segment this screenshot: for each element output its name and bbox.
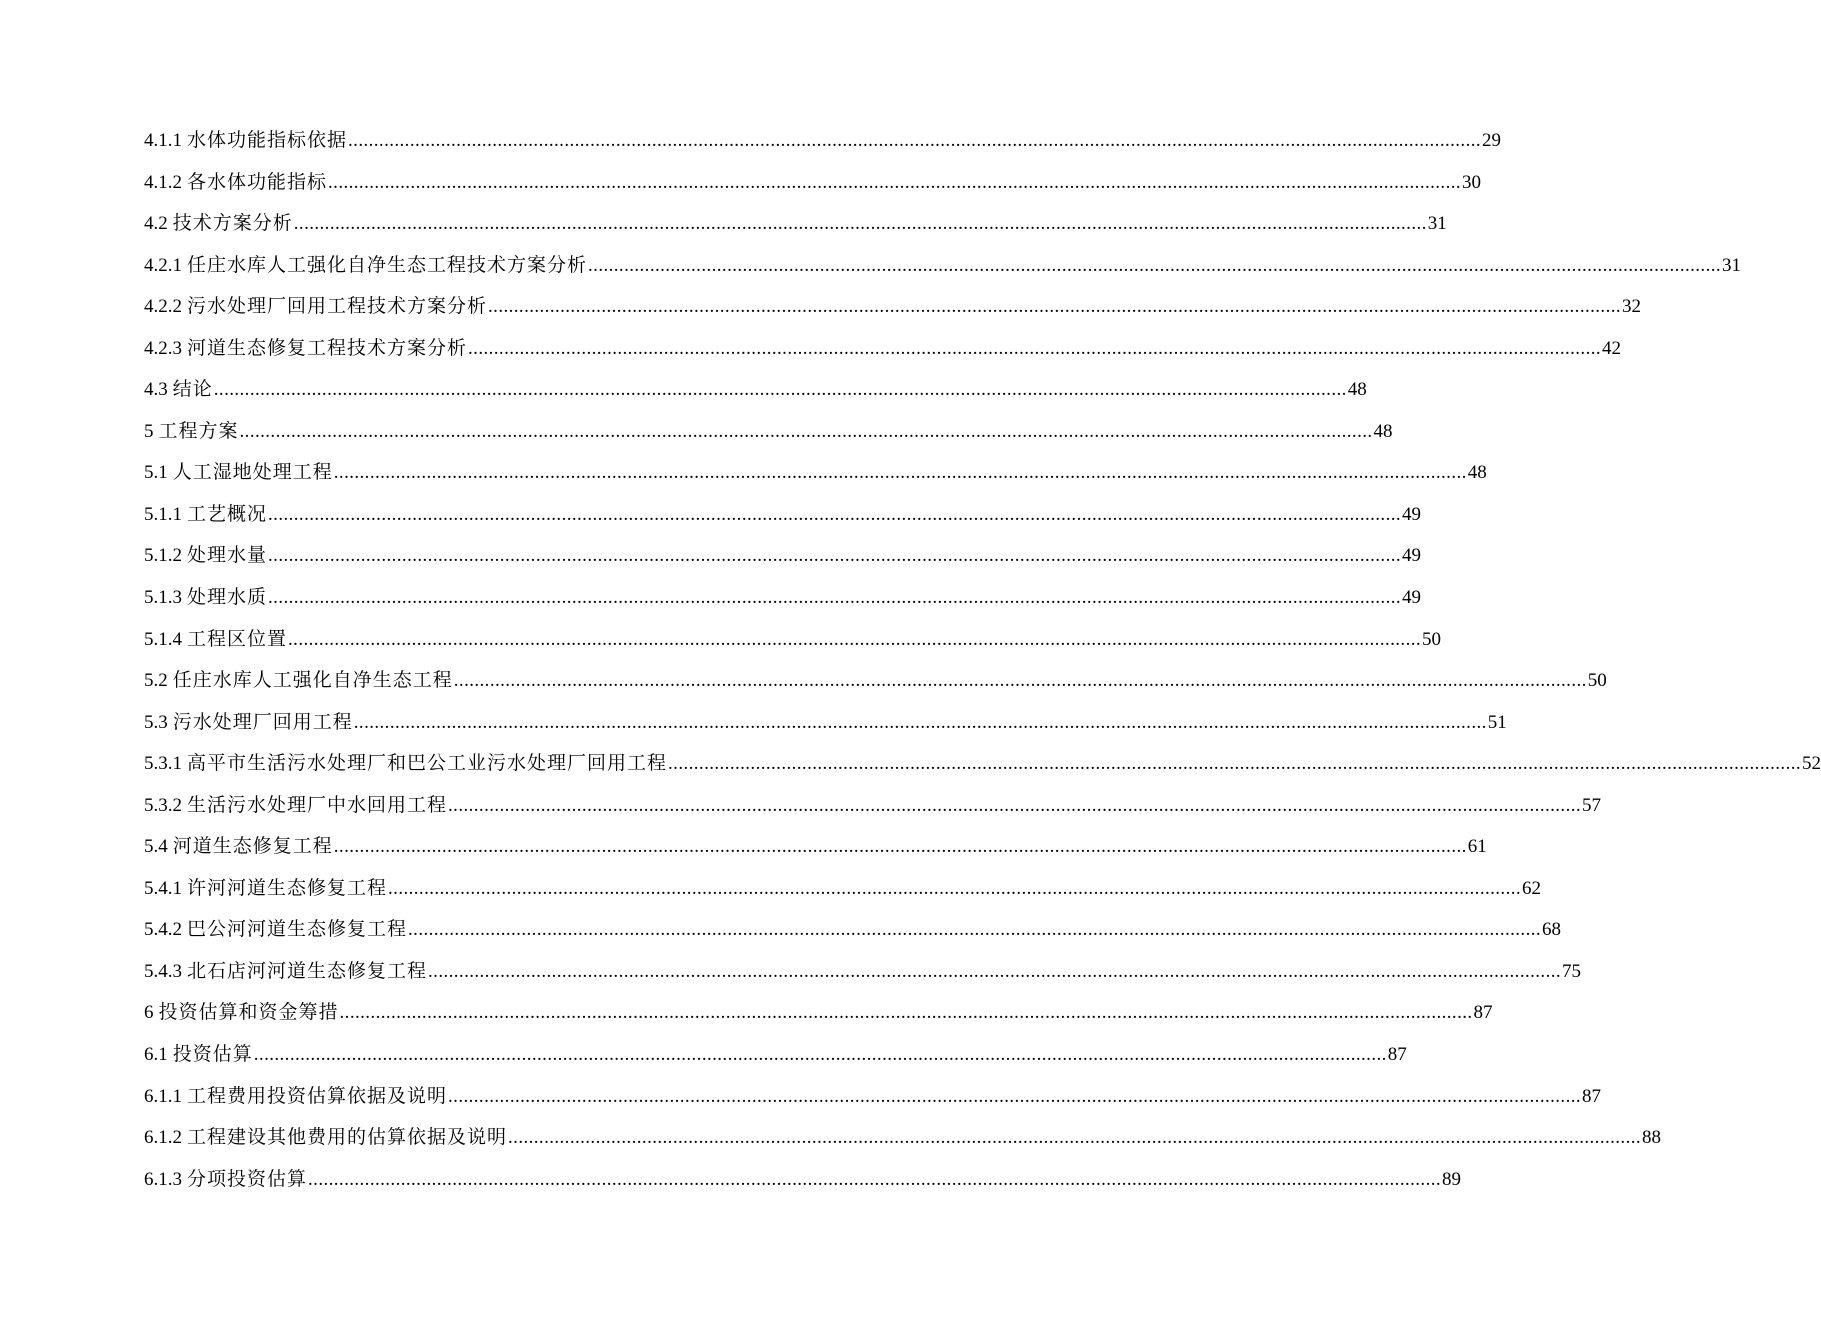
toc-section-title: 分项投资估算 [187, 1167, 308, 1190]
toc-entry-title [144, 577, 267, 619]
toc-entry[interactable] [144, 909, 1562, 951]
toc-entry[interactable] [144, 411, 1393, 453]
toc-entry[interactable] [144, 619, 1442, 661]
toc-section-title: 处理水量 [187, 544, 268, 567]
toc-entry-title [144, 328, 467, 370]
toc-page-number: 89 [1442, 1168, 1462, 1190]
toc-entry[interactable] [144, 577, 1422, 619]
toc-section-title: 北石店河河道生态修复工程 [187, 959, 428, 982]
toc-entry[interactable] [144, 162, 1482, 204]
toc-leader-dots: ............................................................................................................................................................................................................................ [288, 628, 1422, 650]
toc-page-number: 42 [1602, 337, 1622, 359]
toc-section-title: 巴公河河道生态修复工程 [187, 918, 408, 941]
toc-entry-title [144, 619, 287, 661]
toc-entry-title [144, 992, 339, 1034]
toc-entry-title [144, 826, 333, 868]
toc-section-number: 5.3.1 [144, 753, 182, 775]
toc-section-title: 生活污水处理厂中水回用工程 [187, 793, 448, 816]
toc-entry-title [144, 1034, 253, 1076]
toc-entry-title [144, 162, 327, 204]
toc-page-number: 57 [1582, 794, 1602, 816]
toc-entry-title [144, 868, 387, 910]
toc-page-number: 48 [1373, 420, 1393, 442]
toc-entry-title [144, 120, 347, 162]
toc-entry-title [144, 535, 267, 577]
toc-section-title: 工程建设其他费用的估算依据及说明 [187, 1126, 508, 1149]
toc-entry-title [144, 1076, 447, 1118]
toc-leader-dots: ............................................................................................................................................................................................................................ [213, 379, 1347, 401]
toc-entry-title [144, 452, 333, 494]
toc-section-number: 5.1.3 [144, 587, 182, 609]
toc-page-number: 51 [1487, 711, 1507, 733]
toc-leader-dots: ............................................................................................................................................................................................................................ [453, 670, 1587, 692]
toc-page-number: 62 [1522, 877, 1542, 899]
toc-section-number: 5 [144, 420, 154, 442]
toc-entry[interactable] [144, 743, 1821, 785]
toc-section-title: 投资估算和资金筹措 [158, 1001, 339, 1024]
toc-section-number: 5.3.2 [144, 794, 182, 816]
toc-section-title: 工程费用投资估算依据及说明 [187, 1084, 448, 1107]
toc-leader-dots: ............................................................................................................................................................................................................................ [508, 1127, 1642, 1149]
toc-section-number: 6.1.2 [144, 1127, 182, 1149]
toc-entry[interactable] [144, 452, 1487, 494]
toc-entry[interactable] [144, 992, 1493, 1034]
toc-entry[interactable] [144, 369, 1367, 411]
toc-page-number: 49 [1402, 587, 1422, 609]
toc-section-title: 污水处理厂回用工程技术方案分析 [187, 295, 488, 318]
toc-entry-title [144, 951, 427, 993]
toc-leader-dots: ............................................................................................................................................................................................................................ [388, 877, 1522, 899]
toc-section-number: 6 [144, 1002, 154, 1024]
toc-entry-title [144, 494, 267, 536]
toc-leader-dots: ............................................................................................................................................................................................................................ [268, 587, 1402, 609]
toc-leader-dots: ............................................................................................................................................................................................................................ [408, 919, 1542, 941]
toc-section-title: 河道生态修复工程 [172, 835, 333, 858]
toc-page-number: 88 [1642, 1127, 1662, 1149]
toc-leader-dots: ............................................................................................................................................................................................................................ [333, 836, 1467, 858]
toc-page-number: 49 [1402, 545, 1422, 567]
toc-leader-dots: ............................................................................................................................................................................................................................ [328, 171, 1462, 193]
toc-entry[interactable] [144, 494, 1422, 536]
toc-section-number: 4.1.2 [144, 171, 182, 193]
toc-entry-title [144, 411, 239, 453]
toc-leader-dots: ............................................................................................................................................................................................................................ [239, 420, 1373, 442]
toc-leader-dots: ............................................................................................................................................................................................................................ [428, 960, 1562, 982]
toc-section-title: 污水处理厂回用工程 [172, 710, 353, 733]
toc-section-number: 4.2.3 [144, 337, 182, 359]
toc-section-number: 4.1.1 [144, 130, 182, 151]
toc-entry[interactable] [144, 328, 1622, 370]
toc-entry-title [144, 909, 407, 951]
toc-entry-title [144, 660, 453, 702]
toc-section-title: 河道生态修复工程技术方案分析 [187, 336, 468, 359]
toc-section-title: 任庄水库人工强化自净生态工程技术方案分析 [187, 253, 588, 276]
toc-leader-dots: ............................................................................................................................................................................................................................ [448, 1085, 1582, 1107]
toc-section-number: 5.4.2 [144, 919, 182, 941]
toc-section-title: 高平市生活污水处理厂和巴公工业污水处理厂回用工程 [187, 752, 668, 775]
toc-page-number: 68 [1542, 919, 1562, 941]
toc-page-number: 31 [1427, 213, 1447, 235]
toc-page-number: 52 [1802, 753, 1821, 775]
toc-section-number: 6.1 [144, 1044, 168, 1066]
toc-entry[interactable] [144, 203, 1447, 245]
toc-entry[interactable] [144, 660, 1607, 702]
toc-entry-title [144, 245, 587, 287]
toc-entry[interactable] [144, 826, 1487, 868]
toc-page-number: 87 [1473, 1002, 1493, 1024]
toc-section-number: 4.2 [144, 213, 168, 235]
toc-section-number: 5.1 [144, 462, 168, 484]
toc-section-title: 人工湿地处理工程 [172, 461, 333, 484]
toc-section-title: 任庄水库人工强化自净生态工程 [172, 669, 453, 692]
toc-page-number: 50 [1422, 628, 1442, 650]
toc-entry[interactable] [144, 951, 1582, 993]
toc-leader-dots: ............................................................................................................................................................................................................................ [339, 1002, 1473, 1024]
toc-section-title: 工艺概况 [187, 502, 268, 525]
toc-entry-title [144, 203, 293, 245]
toc-page-number: 48 [1347, 379, 1367, 401]
toc-section-number: 6.1.1 [144, 1085, 182, 1107]
toc-page-number: 29 [1482, 130, 1502, 151]
toc-leader-dots: ............................................................................................................................................................................................................................ [268, 503, 1402, 525]
toc-entry-title [144, 369, 213, 411]
toc-page-number: 48 [1467, 462, 1487, 484]
toc-section-title: 各水体功能指标 [187, 170, 328, 193]
toc-page-number: 30 [1462, 171, 1482, 193]
toc-entry[interactable] [144, 1117, 1662, 1159]
toc-entry[interactable] [144, 535, 1422, 577]
table-of-contents [144, 120, 1821, 1200]
toc-section-number: 4.3 [144, 379, 168, 401]
toc-page-number: 87 [1387, 1044, 1407, 1066]
toc-leader-dots: ............................................................................................................................................................................................................................ [308, 1168, 1442, 1190]
toc-section-number: 4.2.2 [144, 296, 182, 318]
toc-entry-title [144, 1117, 507, 1159]
toc-entry[interactable] [144, 868, 1542, 910]
toc-section-number: 5.4.1 [144, 877, 182, 899]
toc-page-number: 87 [1582, 1085, 1602, 1107]
toc-entry-title [144, 785, 447, 827]
toc-entry[interactable] [144, 1034, 1407, 1076]
toc-leader-dots: ............................................................................................................................................................................................................................ [588, 254, 1722, 276]
toc-entry-title [144, 1159, 307, 1201]
toc-section-number: 5.4.3 [144, 960, 182, 982]
toc-section-title: 许河河道生态修复工程 [187, 876, 388, 899]
toc-section-title: 工程区位置 [187, 627, 288, 650]
toc-entry[interactable] [144, 785, 1602, 827]
toc-leader-dots: ............................................................................................................................................................................................................................ [333, 462, 1467, 484]
toc-section-number: 5.1.1 [144, 503, 182, 525]
toc-entry[interactable] [144, 1076, 1602, 1118]
toc-section-title: 处理水质 [187, 586, 268, 609]
toc-entry-title [144, 702, 353, 744]
toc-section-number: 5.3 [144, 711, 168, 733]
toc-section-number: 4.2.1 [144, 254, 182, 276]
toc-leader-dots: ............................................................................................................................................................................................................................ [253, 1044, 1387, 1066]
toc-leader-dots: ............................................................................................................................................................................................................................ [668, 753, 1802, 775]
toc-entry[interactable] [144, 245, 1742, 287]
toc-page-number: 32 [1622, 296, 1642, 318]
toc-leader-dots: ............................................................................................................................................................................................................................ [348, 130, 1482, 151]
toc-entry[interactable] [144, 702, 1507, 744]
toc-leader-dots: ............................................................................................................................................................................................................................ [353, 711, 1487, 733]
toc-section-title: 工程方案 [158, 419, 239, 442]
toc-page-number: 31 [1722, 254, 1742, 276]
toc-entry[interactable] [144, 286, 1642, 328]
toc-section-number: 5.4 [144, 836, 168, 858]
toc-section-number: 5.1.2 [144, 545, 182, 567]
toc-page-number: 75 [1562, 960, 1582, 982]
toc-page-number: 61 [1467, 836, 1487, 858]
toc-leader-dots: ............................................................................................................................................................................................................................ [448, 794, 1582, 816]
toc-section-number: 5.2 [144, 670, 168, 692]
toc-entry[interactable] [144, 120, 1502, 162]
toc-section-title: 结论 [172, 378, 213, 401]
toc-leader-dots: ............................................................................................................................................................................................................................ [293, 213, 1427, 235]
toc-leader-dots: ............................................................................................................................................................................................................................ [268, 545, 1402, 567]
toc-page-number: 49 [1402, 503, 1422, 525]
toc-section-title: 技术方案分析 [172, 212, 293, 235]
toc-entry[interactable] [144, 1159, 1462, 1201]
toc-section-title: 水体功能指标依据 [187, 129, 348, 151]
toc-entry-title [144, 286, 487, 328]
toc-entry-title [144, 743, 667, 785]
toc-section-number: 5.1.4 [144, 628, 182, 650]
toc-leader-dots: ............................................................................................................................................................................................................................ [468, 337, 1602, 359]
toc-page-number: 50 [1587, 670, 1607, 692]
toc-section-number: 6.1.3 [144, 1168, 182, 1190]
toc-leader-dots: ............................................................................................................................................................................................................................ [488, 296, 1622, 318]
toc-section-title: 投资估算 [172, 1043, 253, 1066]
